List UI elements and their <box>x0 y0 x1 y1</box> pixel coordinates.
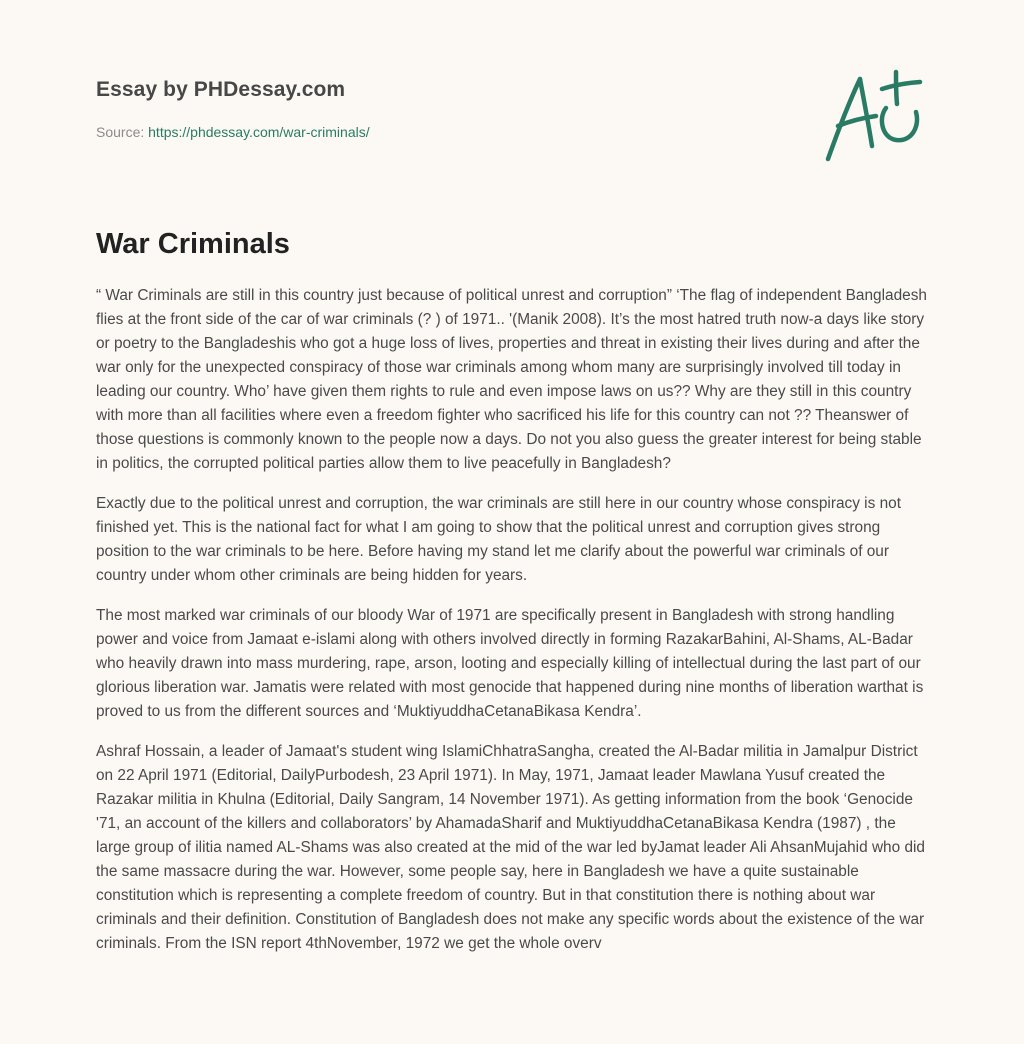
essay-paragraph: Ashraf Hossain, a leader of Jamaat's student wing IslamiChhatraSangha, created the Al-Badar militia in Jamalpur District on 22 April 1971 (Editorial, DailyPurbodesh, 23 April 1971). In May, 1971, Jamaat leader Mawlana Yusuf created the Razakar militia in Khulna (Editorial, Daily Sangram, 14 November 1971). As getting information from the book ‘Genocide '71, an account of the killers and collaborators’ by AhamadaSharif and MuktiyuddhaCetanaBikasa Kendra (1987) , the large group of ilitia named AL-Shams was also created at the mid of the war led byJamat leader Ali AhsanMujahid who did the same massacre during the war. However, some people say, here in Bangladesh we have a quite sustainable constitution which is representing a complete freedom of country. But in that constitution there is nothing about war criminals and their definition. Constitution of Bangladesh does not make any specific words about the existence of the war criminals. From the ISN report 4thNovember, 1972 we get the whole overv <box>96 743 925 952</box>
source-link[interactable]: https://phdessay.com/war-criminals/ <box>148 124 370 140</box>
essay-paragraph: “ War Criminals are still in this country just because of political unrest and corruption” ‘The flag of independent Bangladesh flies at the front side of the car of war criminals (? ) of 1971.. '(Manik 2008). It’s the most hatred truth now-a days like story or poetry to the Bangladeshis who got a huge loss of lives, properties and threat in existing their lives during and after the war only for the unexpected conspiracy of those war criminals among whom many are surprisingly involved till today in leading our country. Who’ have given them rights to rule and even impose laws on us?? Why are they still in this country with more than all facilities where even a freedom fighter who sacrificed his life for this country can not ?? Theanswer of those questions is commonly known to the people now a days. Do not you also guess the greater interest for being stable in politics, the corrupted political parties allow them to live peacefully in Bangladesh? <box>96 287 927 472</box>
page-header <box>96 74 796 140</box>
brand-title: Essay by PHDessay.com <box>96 78 346 101</box>
source-label: Source: <box>96 124 145 140</box>
source-line <box>96 124 370 140</box>
essay-paragraph: The most marked war criminals of our bloody War of 1971 are specifically present in Bangladesh with strong handling power and voice from Jamaat e-islami along with others involved directly in forming RazakarBahini, Al-Shams, AL-Badar who heavily drawn into mass murdering, rape, arson, looting and especially killing of intellectual during the last part of our glorious liberation war. Jamatis were related with most genocide that happened during nine months of liberation warthat is proved to us from the different sources and ‘MuktiyuddhaCetanaBikasa Kendra’. <box>96 607 924 720</box>
essay-body <box>96 284 930 972</box>
essay-paragraph: Exactly due to the political unrest and corruption, the war criminals are still here in our country whose conspiracy is not finished yet. This is the national fact for what I am going to show that the political unrest and corruption gives strong position to the war criminals to be here. Before having my stand let me clarify about the powerful war criminals of our country under whom other criminals are being hidden for years. <box>96 495 901 584</box>
a-plus-logo-icon <box>820 66 930 166</box>
essay-title: War Criminals <box>96 228 290 260</box>
